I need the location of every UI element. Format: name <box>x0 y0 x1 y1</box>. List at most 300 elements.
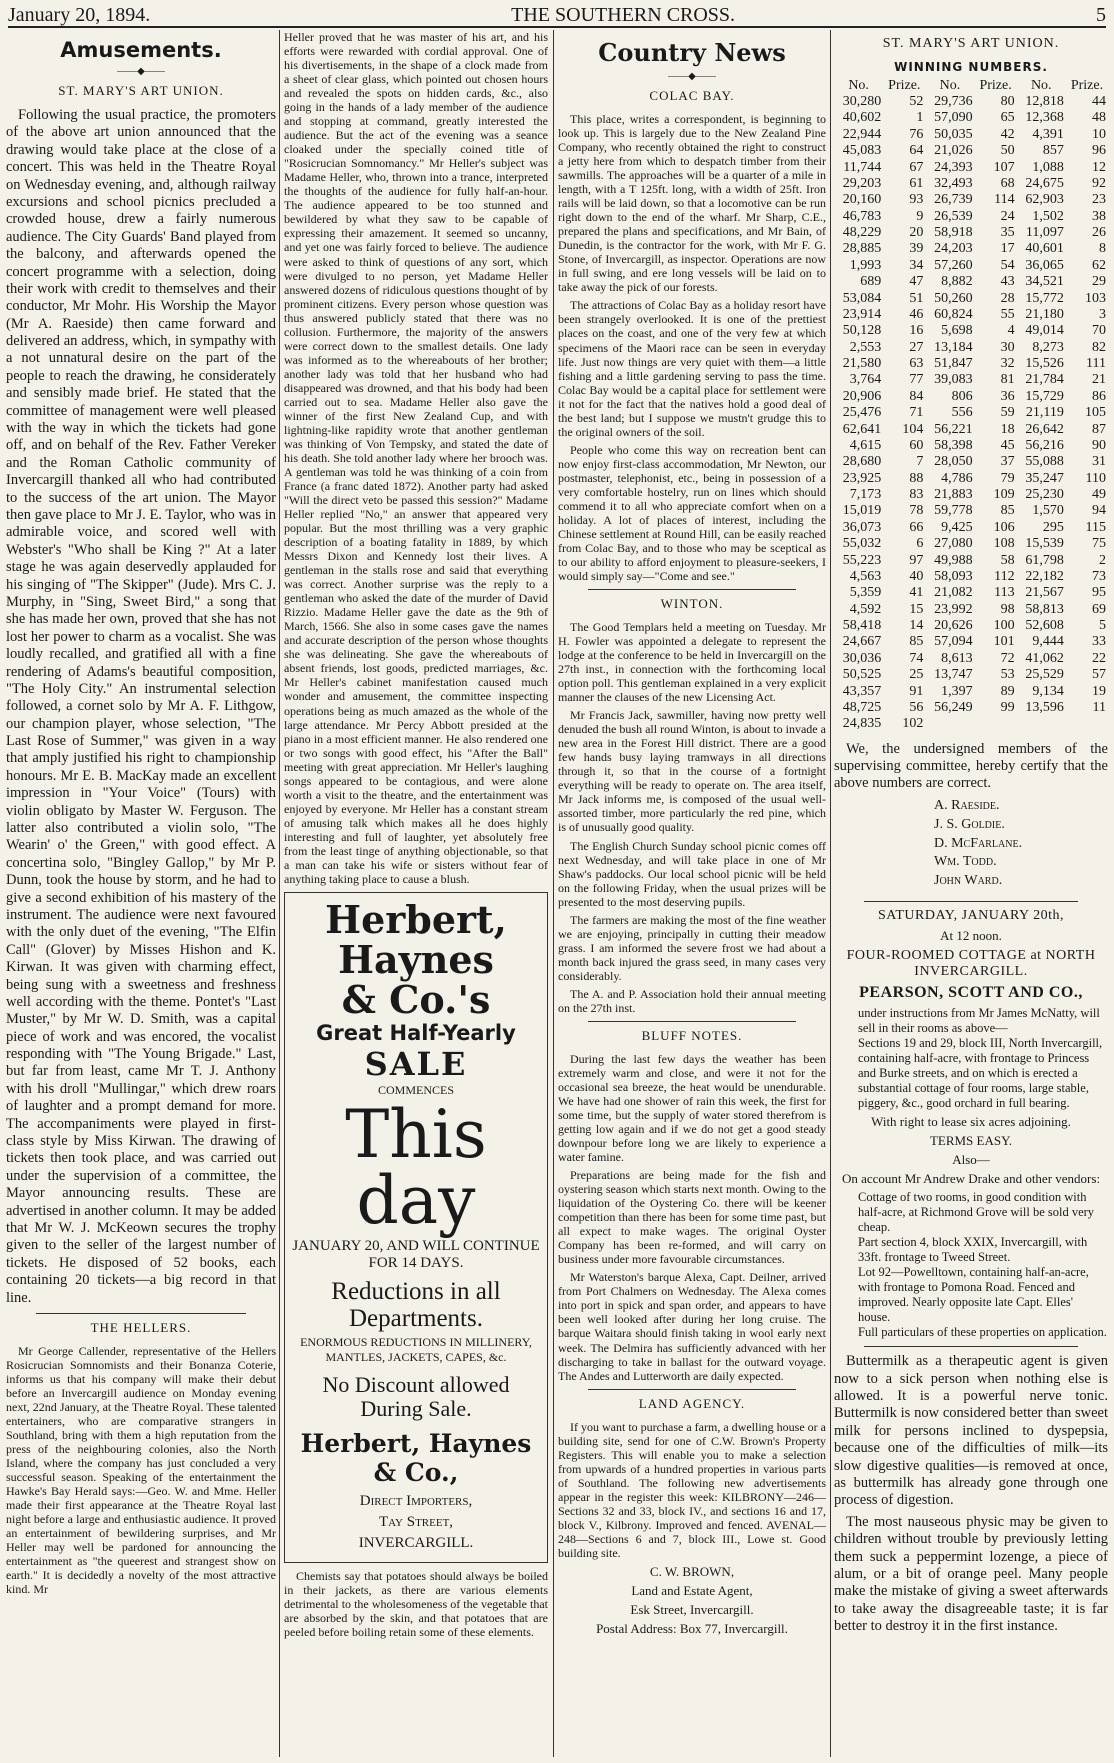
ticket-number: 55,032 <box>842 536 882 552</box>
ticket-number: 62,641 <box>842 421 882 437</box>
ticket-number: 12,818 <box>1025 94 1064 109</box>
ad-firm-line1: Herbert, <box>325 896 507 942</box>
prize-number: 20 <box>909 225 924 240</box>
prize-number: 103 <box>1085 290 1106 306</box>
ticket-number: 40,602 <box>842 110 882 126</box>
land-agent-street: Esk Street, Invercargill. <box>630 1601 754 1617</box>
country-news-heading: Country News <box>598 38 786 67</box>
ticket-number: 59,778 <box>934 503 973 519</box>
prize-number: 113 <box>994 585 1015 601</box>
ad-firm-line3: & Co.'s <box>341 976 491 1022</box>
prize-number: 72 <box>1000 650 1015 666</box>
buttermilk-para-1: Buttermilk as a therapeutic agent is given now to a sick person when nothing else is allowed. It is a powerful nerve tonic. Buttermilk is now considered better than sweet milk for persons inclined to dyspepsia, because one of the difficulties of milk—its slow digestive qualities—is removed at once, as buttermilk has already gone through one process of digestion. <box>834 1353 1108 1509</box>
ticket-number: 857 <box>1042 143 1064 159</box>
table-row <box>834 323 1108 339</box>
bluff-para-3: Mr Waterston's barque Alexa, Capt. Deilner, arrived from Port Chalmers on Wednesday. The Alexa comes into port in spick and span order, and appears to have been well looked after during her long cruise. The barque Waitara should finish taking in wool early next week. The Delmira has sufficiently advanced with her discharging to take in ballast for the outward voyage. The Andes and Lutterworth are daily expected. <box>558 1270 826 1383</box>
amusements-heading: Amusements. <box>60 38 222 62</box>
ticket-number: 57,260 <box>934 257 973 273</box>
ticket-number: 1,088 <box>1032 159 1064 175</box>
signer: Wm. Todd. <box>934 854 997 870</box>
potatoes-note: Chemists say that potatoes should always be boiled in their jackets, as there are various elements detrimental to the wholesomeness of the vegetable that are absorbed by the skin, and that potatoes that are peeled before boiling retain some of these elements. <box>284 1569 548 1640</box>
table-row <box>834 503 1108 519</box>
ticket-number: 51,847 <box>934 356 973 371</box>
prize-number: 95 <box>1092 585 1106 601</box>
ticket-number: 35,247 <box>1025 470 1064 486</box>
prize-number: 110 <box>1085 470 1106 486</box>
ticket-number: 32,493 <box>934 175 973 191</box>
table-row <box>834 667 1108 683</box>
prize-number: 60 <box>909 437 924 453</box>
table-row <box>834 487 1108 503</box>
ticket-number: 27,080 <box>934 536 973 552</box>
table-row <box>834 258 1108 274</box>
prize-number: 3 <box>1099 306 1106 322</box>
ticket-number: 1,570 <box>1032 503 1064 519</box>
prize-number: 61 <box>909 175 924 191</box>
table-row <box>834 389 1108 405</box>
ticket-number: 13,184 <box>934 339 973 355</box>
ticket-number: 21,784 <box>1025 372 1064 388</box>
prize-number: 104 <box>902 421 924 437</box>
buttermilk-para-2: The most nauseous physic may be given to children without trouble by previously letting them suck a peppermint lozenge, a piece of alum, or a bit of orange peel. Many people make the mistake of giving a sweet afterwards to take away the disagreeable taste; it is far better to destroy it in the first instance. <box>834 1513 1108 1635</box>
prize-number: 5 <box>1099 618 1106 633</box>
colac-para-3: People who come this way on recreation bent can now enjoy first-class accommodation, Mr Newton, our postmaster, telephonist, etc., being in possession of a very comfortable hostelry, run on lines which should commend it to all who appreciate comfort when on a holiday. A lot of places of interest, including the Chinese settlement at Round Hill, can be easily reached from Colac Bay, and to those who may be sceptical as to our ability to afford enjoyment to pleasure-seekers, I would simply say—"Come and see." <box>558 442 826 583</box>
prize-number: 51 <box>909 290 924 306</box>
ticket-number: 28,050 <box>934 454 973 470</box>
ticket-number: 295 <box>1042 519 1064 535</box>
ticket-number: 23,925 <box>842 470 882 486</box>
prize-number: 56 <box>909 699 924 715</box>
auction-lease: With right to lease six acres adjoining. <box>871 1114 1071 1130</box>
winton-para-2: Mr Francis Jack, sawmiller, having now pretty well denuded the bush all round Winton, is about to invade a new area in the Forest Hill district. There are a good few hands busy laying tramways in all directions through it, so that in the course of a fortnight everything will be ready to operate on. The area itself, Mr Jack informs me, is composed of the usual well-assorted timber, more particularly the red pine, which is of unusually good quality. <box>558 708 826 835</box>
prize-number: 105 <box>1085 405 1106 421</box>
prize-number: 18 <box>1000 421 1015 437</box>
ticket-number: 29,736 <box>934 94 973 109</box>
auction-title: FOUR-ROOMED COTTAGE at NORTH INVERCARGILL. <box>846 948 1096 980</box>
ticket-number: 1,993 <box>849 257 882 273</box>
prize-number: 81 <box>1000 372 1015 388</box>
prize-number: 7 <box>916 454 924 470</box>
ticket-number: 49,988 <box>934 552 973 568</box>
table-row <box>834 471 1108 487</box>
prize-number: 79 <box>1000 470 1015 486</box>
ticket-number: 25,529 <box>1025 667 1064 683</box>
table-row <box>834 684 1108 700</box>
auction-intro: under instructions from Mr James McNatty, will sell in their rooms as above— <box>858 1006 1100 1036</box>
auction-firm: PEARSON, SCOTT AND CO., <box>859 984 1083 1002</box>
prize-number: 111 <box>1086 356 1106 371</box>
prize-number: 62 <box>1092 257 1106 273</box>
ticket-number: 21,883 <box>934 487 973 502</box>
prize-number: 106 <box>993 519 1015 535</box>
prize-number: 78 <box>909 503 924 519</box>
bluff-subhead: BLUFF NOTES. <box>641 1027 743 1043</box>
prize-number: 54 <box>1000 257 1015 273</box>
ticket-number: 41,062 <box>1025 650 1064 666</box>
ticket-number: 46,783 <box>842 208 882 224</box>
prize-number: 19 <box>1092 683 1106 699</box>
prize-number: 68 <box>1000 175 1015 191</box>
ticket-number: 55,223 <box>842 552 882 568</box>
prize-number: 88 <box>909 470 924 486</box>
ad-firm-line2: Haynes <box>338 936 494 982</box>
prize-number: 33 <box>1092 634 1106 650</box>
auction-lot-4: Lot 92—Powelltown, containing half-an-acre, with frontage to Pomona Road. Fenced and improved. Nearly opposite late Capt. Elles' house. <box>858 1265 1089 1325</box>
auction-date: SATURDAY, JANUARY 20th, <box>877 908 1065 924</box>
table-row <box>834 700 1108 716</box>
table-row <box>834 94 1108 110</box>
table-row <box>834 110 1108 126</box>
winton-para-3: The English Church Sunday school picnic comes off next Wednesday, and will take place in one of Mr Shaw's paddocks. Our local school picnic will be held on the following Friday, when the usual prizes will be presented to the most deserving pupils. <box>558 838 826 909</box>
ticket-number: 58,093 <box>934 568 973 584</box>
winton-para-4: The farmers are making the most of the fine weather we are enjoying, principally in cutting their meadow grass. I am informed the severe frost we had about a month back injured the grass seed, in many cases very considerably. <box>558 912 826 983</box>
ticket-number: 556 <box>951 405 973 421</box>
prize-number: 37 <box>1000 454 1015 470</box>
ticket-number: 8,273 <box>1032 339 1064 355</box>
land-agent-role: Land and Estate Agent, <box>631 1582 753 1598</box>
prize-number: 44 <box>1092 94 1106 109</box>
herbert-haynes-advert <box>284 892 548 1563</box>
ticket-number: 8,613 <box>941 650 973 666</box>
ticket-number: 1,502 <box>1032 208 1064 224</box>
prize-number: 107 <box>993 159 1015 175</box>
art-union-subhead: ST. MARY'S ART UNION. <box>58 83 224 98</box>
table-row <box>834 618 1108 634</box>
prize-number: 41 <box>909 585 924 601</box>
ticket-number: 4,592 <box>849 601 882 617</box>
ticket-number: 26,739 <box>934 192 973 208</box>
land-agent-name: C. W. BROWN, <box>649 1563 735 1579</box>
prize-number: 16 <box>909 323 924 339</box>
col-header-no: No. <box>848 78 869 93</box>
table-row <box>834 225 1108 241</box>
ticket-number: 61,798 <box>1025 552 1064 568</box>
prize-number: 89 <box>1000 683 1015 699</box>
prize-number: 2 <box>1099 552 1106 568</box>
ticket-number: 20,626 <box>934 618 973 633</box>
ticket-number: 21,180 <box>1025 306 1064 322</box>
prize-number: 29 <box>1092 274 1106 290</box>
prize-number: 86 <box>1092 388 1106 404</box>
ticket-number: 60,824 <box>934 306 973 322</box>
ticket-number: 22,182 <box>1025 568 1064 584</box>
ticket-number: 36,073 <box>842 519 882 535</box>
ticket-number: 8,882 <box>941 274 973 290</box>
ticket-number <box>1017 716 1066 732</box>
hellers-continued: Heller proved that he was master of his art, and his efforts were rewarded with cordial approval. One of his divertisements, in the shape of a clock made from a sheet of clear glass, which pointed out chosen hours and revealed the spots on hidden cards, &c., also going in the hands of a lady member of the audience and stopping at command, greatly interested the audience. But the act of the evening was a seance cloaked under the specially coined title of "Rosicrucian Somnomancy." Mr Heller's subject was Madame Heller, who, thrown into a trance, interpreted the thoughts of the audience for fully half-an-hour. The audience appeared to be too stunned and bewildered by what they saw to be capable of expressing their amazement. It seemed so uncanny, and yet one was fairly forced to believe. The audience were asked to think of questions of any sort, which were divulged to no person, yet Madame Heller answered dozens of ridiculous questions thought of by prominent citizens. Every person whose question was thus answered publicly stated that there was no collusion. Furthermore, the majority of the answers were correct down to the smallest details. One lady was informed as to the whereabouts of her brother; another lady was told that her husband who had disappeared was drowned, and that his body had been carried out to sea. Madame Heller also gave the winner of the first New Zealand Cup, and with lightning-like rapidity wrote that another gentleman was thinking of Von Tempsky, and stated the date of his death. She told another lady where her brooch was. A gentleman was told he was thinking of a coin from France (a franc dated 1872). Another party had asked "Will the direct veto be passed this session?" Madame Heller replied "No," an answer that appeared very popular. But the most thrilling was a very graphic description of a boating fatality in 1889, by which Messrs Dixon and Kennedy lost their lives. A gentleman in the stalls rose and said that everything was correct. Another surprise was the reply to a gentleman who asked the date of the murder of David Rizzio. Madame Heller gave the date as the 9th of March, 1566. She also in some cases gave the names and accurate description of the person whose thoughts she was delineating. She gave the whereabouts of absent friends, lost goods, predicted marriages, &c. Mr Heller's cabinet manifestation caused much wonder and amusement, the committee inspecting operations being as much amazed as the whole of the large attendance. Mr Percy Abbott presided at the piano in a most efficient manner. He also rendered one or two songs with good effect, his "After the Ball" meeting with great appreciation. Mr Heller's laughing songs appeared to be contagious, and were alone worth a visit to the theatre, and the entertainment was enjoyed by everyone. Mr Heller has a constant stream of amusing talk which makes all he does highly interesting and full of laughter, yet absolutely free from the least tinge of anything objectionable, so that a man can take his wife or sisters without fear of anything taking place to cause a blush. <box>284 30 548 886</box>
prize-number: 55 <box>1000 306 1015 322</box>
prize-number: 73 <box>1092 568 1106 584</box>
prize-number: 97 <box>909 552 924 568</box>
ticket-number: 52,608 <box>1025 618 1064 633</box>
prize-number: 4 <box>1007 323 1015 339</box>
ticket-number: 9,425 <box>941 519 973 535</box>
ticket-number: 50,035 <box>934 126 973 142</box>
prize-number: 80 <box>1000 94 1015 109</box>
table-row <box>834 127 1108 143</box>
ticket-number: 24,835 <box>842 716 882 732</box>
prize-number: 92 <box>1092 175 1106 191</box>
bluff-para-1: During the last few days the weather has been extremely warm and close, and were it not for the occasional sea breeze, the heat would be unendurable. We have had one shower of rain this week, the first for some time, but the supply of water stored therefrom is getting low again and if we do not get a good steady downpour before long we are likely to experience a water famine. <box>558 1051 826 1165</box>
prize-number: 40 <box>909 568 924 584</box>
ticket-number: 12,368 <box>1025 110 1064 126</box>
prize-number: 66 <box>909 519 924 535</box>
ticket-number: 58,813 <box>1025 601 1064 617</box>
ticket-number: 30,280 <box>842 94 882 109</box>
ticket-number: 23,992 <box>934 601 973 617</box>
ad-headline: Great Half-Yearly <box>316 1020 516 1045</box>
prize-number: 1 <box>916 110 924 126</box>
table-row <box>834 372 1108 388</box>
ticket-number: 48,725 <box>842 699 882 715</box>
prize-number: 100 <box>993 618 1015 633</box>
issue-date: January 20, 1894. <box>8 3 151 26</box>
prize-number: 34 <box>909 257 924 273</box>
ticket-number: 58,918 <box>934 225 973 240</box>
prize-number: 35 <box>1000 225 1015 240</box>
prize-number: 58 <box>1000 552 1015 568</box>
auction-full: Full particulars of these properties on application. <box>858 1325 1107 1340</box>
ticket-number: 50,260 <box>934 290 973 306</box>
table-row <box>834 454 1108 470</box>
prize-number: 6 <box>916 536 924 552</box>
table-row <box>834 356 1108 372</box>
ad-enormous: ENORMOUS REDUCTIONS IN MILLINERY, MANTLES, JACKETS, CAPES, &c. <box>300 1334 532 1364</box>
prize-number: 90 <box>1092 437 1106 453</box>
prize-number: 27 <box>909 339 924 355</box>
prize-number: 52 <box>909 94 924 109</box>
ticket-number: 5,359 <box>849 585 882 601</box>
ad-sale: SALE <box>364 1044 468 1083</box>
prize-number <box>1066 716 1108 732</box>
table-row <box>834 585 1108 601</box>
ticket-number: 24,203 <box>934 241 973 257</box>
prize-number: 74 <box>909 650 924 666</box>
prize-number: 75 <box>1092 536 1106 552</box>
ticket-number: 15,772 <box>1025 290 1064 306</box>
ticket-number: 28,885 <box>842 241 882 257</box>
prize-number: 67 <box>909 159 924 175</box>
prize-number: 30 <box>1000 339 1015 355</box>
prize-number: 38 <box>1092 208 1106 224</box>
prize-number: 21 <box>1092 372 1106 388</box>
certify-text: We, the undersigned members of the supervising committee, hereby certify that the above numbers are correct. <box>834 740 1108 792</box>
auction-lot-1: Sections 19 and 29, block III, North Invercargill, containing half-acre, with frontage to Princess and Burke streets, and on which is erected a substantial cottage of four rooms, large stable, piggery, &c., good orchard in full bearing. <box>858 1036 1103 1111</box>
auction-also-2: On account Mr Andrew Drake and other vendors: <box>841 1171 1101 1187</box>
ticket-number: 2,553 <box>849 339 882 355</box>
land-agency-subhead: LAND AGENCY. <box>638 1395 746 1411</box>
signer: D. McFarlane. <box>934 835 1023 851</box>
table-row <box>834 160 1108 176</box>
ticket-number: 62,903 <box>1025 192 1064 208</box>
hellers-subhead: THE HELLERS. <box>90 1319 192 1335</box>
prize-number: 77 <box>909 372 924 388</box>
prize-number: 53 <box>1000 667 1015 683</box>
ticket-number: 56,216 <box>1025 437 1064 453</box>
prize-number: 69 <box>1092 601 1106 617</box>
ticket-number: 22,944 <box>842 126 882 142</box>
ticket-number: 24,675 <box>1025 175 1064 191</box>
prize-number: 84 <box>909 388 924 404</box>
prize-number: 46 <box>909 306 924 322</box>
table-header-row <box>834 78 1108 94</box>
ticket-number: 4,563 <box>849 568 882 584</box>
prize-number: 98 <box>1000 601 1015 617</box>
ticket-number: 7,173 <box>849 487 882 502</box>
ad-reductions: Reductions in all Departments. <box>331 1277 501 1333</box>
prize-number: 14 <box>909 618 924 633</box>
prize-number: 47 <box>909 274 924 290</box>
auction-lot-2: Cottage of two rooms, in good condition with half-acre, at Richmond Grove will be sold very cheap. <box>858 1190 1095 1235</box>
column-4 <box>834 30 1108 1757</box>
winning-heading: ST. MARY'S ART UNION. <box>882 36 1060 51</box>
ticket-number: 26,539 <box>934 208 973 224</box>
table-row <box>834 143 1108 159</box>
prize-number: 22 <box>1092 650 1106 666</box>
prize-number: 45 <box>1000 437 1015 453</box>
prize-number: 9 <box>916 208 924 224</box>
auction-time: At 12 noon. <box>940 928 1002 944</box>
table-row <box>834 422 1108 438</box>
ad-dates: JANUARY 20, AND WILL CONTINUE FOR 14 DAYS. <box>292 1237 540 1271</box>
signer: John Ward. <box>934 873 1003 889</box>
auction-lot-3: Part section 4, block XXIX, Invercargill, with 33ft. frontage to Tweed Street. <box>858 1235 1088 1265</box>
prize-number: 43 <box>1000 274 1015 290</box>
ticket-number: 13,747 <box>934 667 973 683</box>
ticket-number: 58,418 <box>842 618 882 633</box>
prize-number: 42 <box>1000 126 1015 142</box>
prize-number: 83 <box>909 487 924 502</box>
table-row <box>834 520 1108 536</box>
ticket-number: 30,036 <box>842 650 882 666</box>
ad-commences: COMMENCES <box>377 1082 454 1097</box>
ticket-number: 28,680 <box>842 454 882 470</box>
ticket-number: 58,398 <box>934 437 973 453</box>
prize-number: 31 <box>1092 454 1106 470</box>
ticket-number: 806 <box>951 388 973 404</box>
ticket-number: 9,444 <box>1032 634 1064 650</box>
table-row <box>834 438 1108 454</box>
ad-town: INVERCARGILL. <box>358 1535 474 1552</box>
column-1: Amusements. ——◆—— ST. MARY'S ART UNION. Following the usual practice, the promoters of the above art union announced that the drawing would take place at the close of a concert. This was held in the Theatre Royal on Wednesday evening, and, although railway excursions and school picnics precluded a crowded house, drew a fairly numerous audience. The City Guards' Band played from the balcony, and afterwards opened the concert programme with a selection, doing their work with credit to themselves and their conductor, Mr Mohr. His Worship the Mayor (Mr A. Raeside) then came forward and delivered an address, which, in sympathy with a not unnatural desire on the part of the people to reach the drawing, he considerately and sensibly made brief. He stated that the committee of management were well pleased with the way in which the tickets had gone off, and on behalf of the Rev. Father Vereker and the Roman Catholic community of Invercargill thanked all who had contributed to the success of the art union. The Mayor then gave place to Mr J. E. Taylor, who was in admirable voice, and scored well with Webster's "Who shall be King ?" At a later stage he was again deservedly applauded for his singing of "The Skipper" (Jude). Mrs C. J. Murphy, in "Sing, Sweet Bird," a song that she has made her own, proved that she has not lost her power to charm as a vocalist. She was loudly recalled, and gratified all with a fine rendering of Adams's beautiful composition, "The Holy City." An instrumental selection followed, a cornet solo by Mr A. F. Lithgow, our champion player, whose selection, "The Last Rose of Summer," was given in a way that amply justified his right to championship honours. Mr E. B. MacKay made an excellent impression in "Your Voice" (Tours) with violin obligato by Master W. Ferguson. The latter also contributed a violin solo, "The Wearin' o' the Green," with good effect. A concertina solo, "Bingley Gallop," by Mr P. Dunn, took the house by storm, and he had to give a second exhibition of his mastery of the instrument. The audience were next favoured with the only duet of the evening, "The Elfin Call" (Glover) by Misses Hishon and K. Kirwan. It was given with charming effect, being sung with a sweetness and freshness well according with the theme. Pontet's "Last Muster," by Mr W. D. Smith, was a capital piece of work and was encored, the vocalist responding with "The Young Brigade." Last, but far from least, came Mr T. J. Anthony with his droll "Mullingar," which drew roars of laughter and a prompt demand for more. The accompaniments were played in first-class style by Miss Kirwan. The drawing of tickets then took place, and was carried out under the supervision of a committee, the Mayor announcing results. These are advertised in another column. It may be added that Mr W. J. McKeown secures the trophy given to the seller of the largest number of tickets. He disposed of 52 books, each containing 20 tickets—a big record in that line. THE HELLERS. Mr George Callender, representative of the Hellers Rosicrucian Somnomists and their Bonanza Coterie, informs us that his company will make their debut before an Invercargill audience on Monday evening next, 22nd January, at the Theatre Royal. These talented entertainers, who are comparative strangers in Southland, bring with them a high reputation from the press of the neighbouring colonies, also the North Island, where the company has just concluded a very successful season. Speaking of the entertainment the Hawke's Bay Herald says:—Geo. W. and Mme. Heller made their first appearance at the Theatre Royal last night before a large and enthusiastic audience. It proved an entertainment of bewildering surprises, and Mr Heller may well be pardoned for announcing the entertainment as "the queerest and strangest show on earth." It is decidedly a novelty of the most attractive kind. Mr <box>6 38 276 1597</box>
ticket-number: 56,221 <box>934 421 973 437</box>
ticket-number: 23,914 <box>842 306 882 322</box>
prize-number: 11 <box>1092 699 1106 715</box>
prize-number: 71 <box>909 405 924 421</box>
auction-terms: TERMS EASY. <box>929 1133 1013 1149</box>
prize-number: 108 <box>993 536 1015 552</box>
table-row <box>834 569 1108 585</box>
ticket-number: 4,615 <box>849 437 882 453</box>
ad-street: Tay Street, <box>378 1514 454 1531</box>
prize-number: 64 <box>909 143 924 159</box>
prize-number: 26 <box>1092 225 1106 240</box>
prize-number: 28 <box>1000 290 1015 306</box>
table-row <box>834 651 1108 667</box>
prize-number: 112 <box>994 568 1015 584</box>
ticket-number: 1,397 <box>941 683 973 699</box>
prize-number: 57 <box>1092 667 1106 683</box>
ticket-number: 21,026 <box>934 143 973 159</box>
paper-title: THE SOUTHERN CROSS. <box>511 3 736 26</box>
ticket-number: 29,203 <box>842 175 882 191</box>
col-header-no: No. <box>939 78 961 93</box>
prize-number: 85 <box>909 634 924 650</box>
winning-numbers-table <box>834 78 1108 733</box>
table-row <box>834 241 1108 257</box>
winton-para-5: The A. and P. Association hold their annual meeting on the 27th inst. <box>558 986 826 1015</box>
prize-number: 24 <box>1000 208 1015 224</box>
ad-no-discount: No Discount allowed During Sale. <box>322 1371 510 1422</box>
prize-number: 59 <box>1000 405 1015 421</box>
ticket-number: 55,088 <box>1025 454 1064 470</box>
table-row <box>834 209 1108 225</box>
prize-number: 99 <box>1000 699 1015 715</box>
table-row <box>834 307 1108 323</box>
ad-signature: Herbert, Haynes & Co., <box>300 1429 532 1488</box>
prize-number: 91 <box>909 683 924 699</box>
prize-number: 48 <box>1092 110 1106 126</box>
table-row <box>834 602 1108 618</box>
ticket-number: 40,601 <box>1025 241 1064 257</box>
ticket-number: 11,744 <box>843 159 882 175</box>
winton-subhead: WINTON. <box>660 596 724 612</box>
prize-number: 17 <box>1000 241 1015 257</box>
prize-number: 25 <box>909 667 924 683</box>
prize-number: 109 <box>993 487 1015 502</box>
prize-number: 96 <box>1092 143 1106 159</box>
ticket-number: 15,729 <box>1025 388 1064 404</box>
ticket-number: 48,229 <box>842 225 882 240</box>
prize-number: 82 <box>1092 339 1106 355</box>
ticket-number: 36,065 <box>1025 257 1064 273</box>
table-row <box>834 291 1108 307</box>
prize-number: 65 <box>1000 110 1015 126</box>
ad-this-day: This day <box>345 1095 487 1239</box>
col-header-prize: Prize. <box>1070 78 1104 93</box>
prize-number <box>975 716 1017 732</box>
ticket-number <box>925 716 974 732</box>
prize-number: 93 <box>909 192 924 208</box>
masthead <box>8 4 1106 28</box>
prize-number: 15 <box>909 601 924 617</box>
winning-subheading: WINNING NUMBERS. <box>894 60 1048 74</box>
prize-number: 102 <box>902 716 924 732</box>
table-row <box>834 192 1108 208</box>
ticket-number: 25,230 <box>1025 487 1064 502</box>
table-row <box>834 405 1108 421</box>
prize-number: 87 <box>1092 421 1106 437</box>
table-row <box>834 340 1108 356</box>
prize-number: 94 <box>1092 503 1106 519</box>
ad-importers: Direct Importers, <box>359 1493 473 1510</box>
prize-number: 49 <box>1092 487 1106 502</box>
ticket-number: 21,580 <box>842 356 882 371</box>
bluff-para-2: Preparations are being made for the fish and oystering season which starts next month. Owing to the liquidation of the Oystering Co. there will be keener competition than there has been for some time past, but all expect to make wages. The original Oyster Company has been re-formed, and will carry on business under more favourable circumstances. <box>558 1168 826 1267</box>
ticket-number: 15,019 <box>842 503 882 519</box>
land-agent-postal: Postal Address: Box 77, Invercargill. <box>596 1620 788 1636</box>
ticket-number: 49,014 <box>1025 323 1064 339</box>
signer: J. S. Goldie. <box>934 816 1005 832</box>
signer: A. Raeside. <box>934 797 1000 813</box>
ticket-number: 5,698 <box>941 323 973 339</box>
prize-number: 32 <box>1000 356 1015 371</box>
prize-number: 50 <box>1000 143 1015 159</box>
ticket-number: 45,083 <box>842 143 882 159</box>
prize-number: 115 <box>1085 519 1106 535</box>
colac-para-1: This place, writes a correspondent, is beginning to look up. This is largely due to the New Zealand Pine Company, who recently obtained the right to construct a jetty here from which to despatch timber from their sawmills. The approaches will be a quarter of a mile in length, with a T 125ft. long, with a width of 25ft. Iron rails will be laid down, so that a locomotive can be run right down to the end of the wharf. Mr Sharp, C.E., prepared the plans and specifications, and Mr Bain, of Dunedin, is the contractor for the work, with Mr F. G. Stone, of Invercargill, as inspector. Operations are now in full swing, and ere long vessels will be laid on to take away the pick of our forests. <box>558 112 826 295</box>
table-row <box>834 634 1108 650</box>
